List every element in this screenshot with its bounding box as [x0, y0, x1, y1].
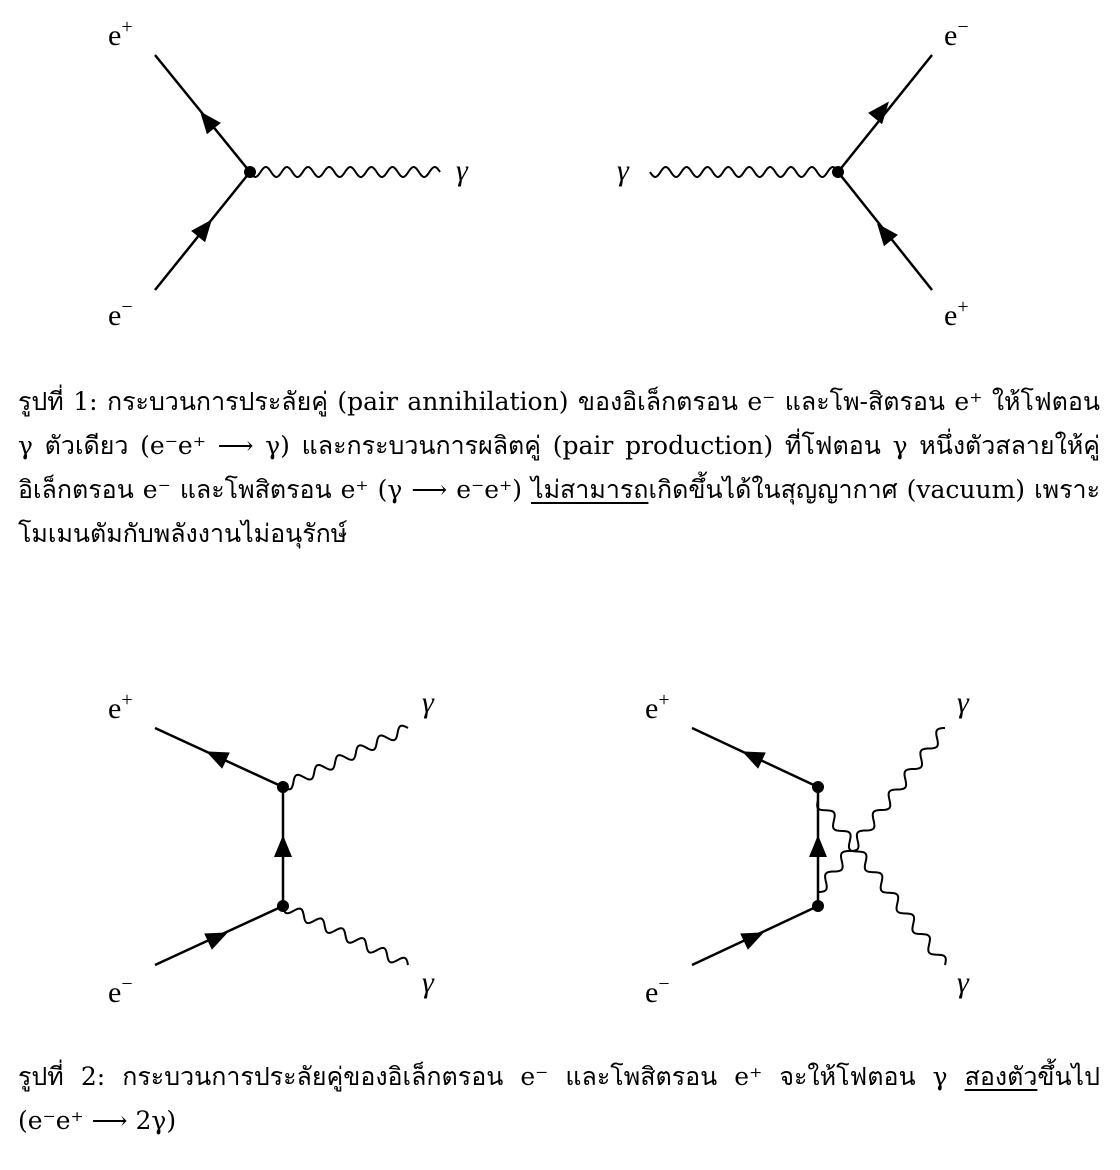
diagram-pair-production — [617, 16, 969, 332]
photon-wavy-line — [283, 726, 408, 790]
arrow-icon — [191, 214, 219, 242]
label-gamma: γ — [957, 966, 969, 999]
label-e-plus: e+ — [108, 689, 133, 725]
arrow-icon — [204, 924, 232, 950]
label-e-plus: e+ — [108, 16, 133, 52]
figure-1-underlined: ไม่สามารถ — [531, 475, 649, 504]
vertex-dot — [244, 166, 256, 178]
label-e-plus: e+ — [645, 689, 670, 725]
label-e-minus: e− — [944, 16, 969, 52]
vertex-dot — [812, 781, 824, 793]
label-e-plus: e+ — [944, 296, 969, 332]
vertex-dot — [277, 900, 289, 912]
label-e-minus: e− — [108, 973, 133, 1009]
label-gamma: γ — [957, 686, 969, 719]
figure-1-prefix: รูปที่ 1: — [18, 387, 98, 416]
label-gamma: γ — [617, 154, 629, 187]
arrow-icon — [809, 835, 827, 857]
diagram-annihilation-single-photon — [108, 16, 469, 332]
photon-wavy-line — [818, 728, 945, 892]
diagram-two-photon-u-channel — [645, 686, 970, 1009]
arrow-icon — [868, 96, 896, 124]
arrow-icon — [740, 924, 768, 950]
arrow-icon — [274, 835, 292, 857]
figure-2-caption — [18, 1055, 1100, 1143]
arrow-icon — [738, 743, 766, 769]
photon-wavy-line — [250, 167, 440, 177]
label-e-minus: e− — [645, 973, 670, 1009]
figure-1-text-end: เกิดขึ้นได้ในสุญญากาศ (vacuum) เพราะโมเมนตัมกับพลังงานไม่อนุรักษ์ — [18, 475, 1100, 548]
figure-1-text: กระบวนการประลัยคู่ (pair annihilation) ของอิเล็กตรอน e⁻ และโพ-สิตรอน e⁺ ให้โฟตอน γ ตัวเดียว (e⁻e⁺ ⟶ γ) และกระบวนการผลิตคู่ (pair production) ที่โฟตอน γ หนึ่งตัวสลายให้คู่อิเล็กตรอน e⁻ และโพสิตรอน e⁺ (γ ⟶ e⁻e⁺) — [18, 387, 1100, 504]
photon-wavy-line — [650, 167, 838, 177]
vertex-dot — [832, 166, 844, 178]
vertex-dot — [277, 781, 289, 793]
photon-wavy-line — [817, 800, 946, 965]
figure-1-caption — [18, 380, 1100, 556]
figure-2-text: กระบวนการประลัยคู่ของอิเล็กตรอน e⁻ และโพสิตรอน e⁺ จะให้โฟตอน γ — [105, 1062, 965, 1091]
vertex-dot — [812, 900, 824, 912]
label-gamma: γ — [422, 966, 434, 999]
figure-2-prefix: รูปที่ 2: — [18, 1062, 106, 1091]
figure-2-underlined: สองตัว — [964, 1062, 1038, 1091]
label-gamma: γ — [456, 154, 468, 187]
diagram-two-photon-t-channel — [108, 686, 435, 1009]
label-e-minus: e− — [108, 296, 133, 332]
photon-wavy-line — [283, 906, 408, 965]
figure-2-text-end: ขึ้นไป (e⁻e⁺ ⟶ 2γ) — [18, 1062, 1100, 1135]
arrow-icon — [202, 743, 230, 769]
label-gamma: γ — [422, 686, 434, 719]
